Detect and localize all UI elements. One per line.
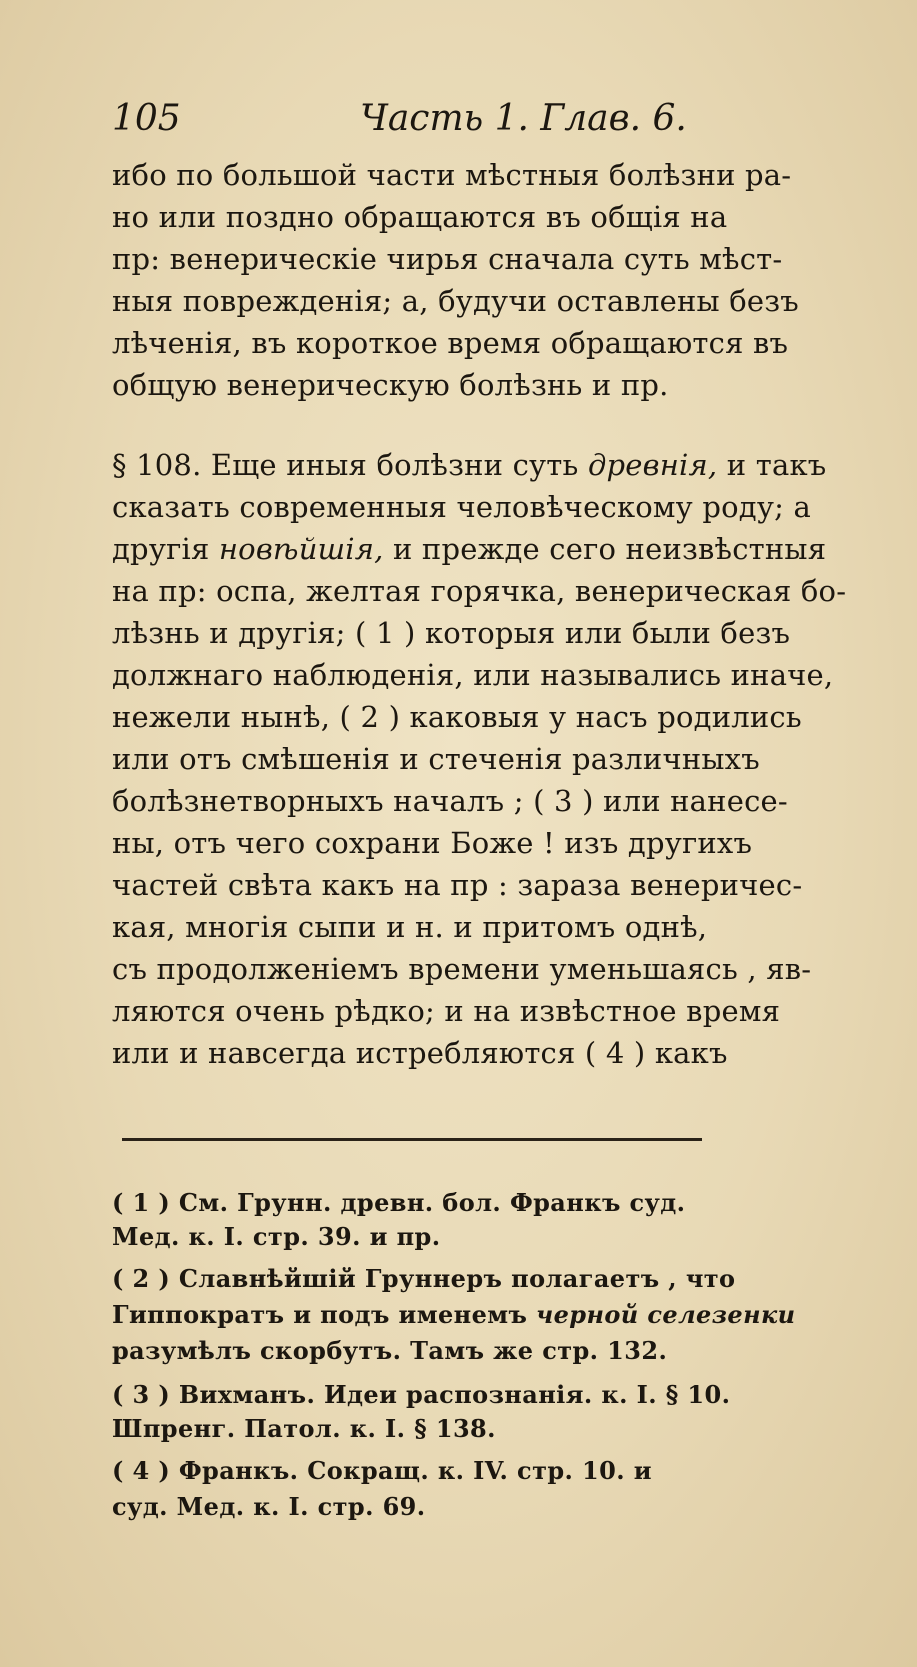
paragraph-108-line: на пр: оспа, желтая горячка, венерическая бо-: [112, 574, 847, 608]
footnote-4-line: ( 4 ) Франкъ. Сокращ. к. IV. стр. 10. и: [112, 1456, 652, 1485]
text-run: другія: [112, 532, 219, 566]
text-run: Гиппократъ и подъ именемъ: [112, 1300, 537, 1329]
paragraph-108-line: [112, 448, 917, 482]
footnote-1-line: ( 1 ) См. Грунн. древн. бол. Франкъ суд.: [112, 1188, 686, 1217]
italic-term: черной селезенки: [536, 1300, 796, 1329]
paragraph-108-line: [112, 532, 917, 566]
italic-term: древнія,: [587, 448, 718, 482]
body-line: лѣченія, въ короткое время обращаются въ: [112, 326, 789, 360]
footnote-4-line: суд. Мед. к. I. стр. 69.: [112, 1492, 426, 1521]
paragraph-108-line: съ продолженіемъ времени уменьшаясь , яв-: [112, 952, 812, 986]
paragraph-108-line: болѣзнетворныхъ началъ ; ( 3 ) или нанесе-: [112, 784, 788, 818]
section-lead: § 108. Еще иныя болѣзни суть: [112, 448, 588, 482]
paragraph-108-line: должнаго наблюденія, или назывались иначе,: [112, 658, 834, 692]
footnote-1-line: Мед. к. I. стр. 39. и пр.: [112, 1222, 441, 1251]
paragraph-108-line: частей свѣта какъ на пр : зараза венеричес-: [112, 868, 803, 902]
footnote-2-line: [112, 1300, 917, 1329]
footnote-3-line: Шпренг. Патол. к. I. § 138.: [112, 1414, 496, 1443]
paragraph-108-line: нежели нынѣ, ( 2 ) каковыя у насъ родились: [112, 700, 802, 734]
italic-term: новѣйшія,: [218, 532, 384, 566]
paragraph-108-line: сказать современныя человѣческому роду; а: [112, 490, 811, 524]
running-header: [112, 98, 722, 146]
paragraph-108-line: ляются очень рѣдко; и на извѣстное время: [112, 994, 781, 1028]
body-line: ибо по большой части мѣстныя болѣзни ра-: [112, 158, 792, 192]
footnote-2-line: ( 2 ) Славнѣйшій Груннеръ полагаетъ , что: [112, 1264, 736, 1293]
body-line: общую венерическую болѣзнь и пр.: [112, 368, 669, 402]
paragraph-108-line: или отъ смѣшенія и стеченія различныхъ: [112, 742, 760, 776]
paragraph-108-line: лѣзнь и другія; ( 1 ) которыя или были безъ: [112, 616, 791, 650]
paragraph-108-line: ны, отъ чего сохрани Боже ! изъ другихъ: [112, 826, 753, 860]
footnote-rule: [122, 1138, 702, 1141]
body-line: но или поздно обращаются въ общія на: [112, 200, 728, 234]
running-title: Часть 1. Глав. 6.: [360, 98, 687, 139]
text-run: и прежде сего неизвѣстныя: [383, 532, 827, 566]
text-run: и такъ: [717, 448, 827, 482]
paragraph-108-line: или и навсегда истребляются ( 4 ) какъ: [112, 1036, 728, 1070]
body-line: ныя поврежденія; а, будучи оставлены безъ: [112, 284, 799, 318]
page-number: 105: [112, 98, 181, 139]
footnote-2-line: разумѣлъ скорбутъ. Тамъ же стр. 132.: [112, 1336, 668, 1365]
footnote-3-line: ( 3 ) Вихманъ. Идеи распознанія. к. I. § 10.: [112, 1380, 731, 1409]
paragraph-108-line: кая, многія сыпи и н. и притомъ однѣ,: [112, 910, 708, 944]
body-line: пр: венерическіе чирья сначала суть мѣст-: [112, 242, 783, 276]
